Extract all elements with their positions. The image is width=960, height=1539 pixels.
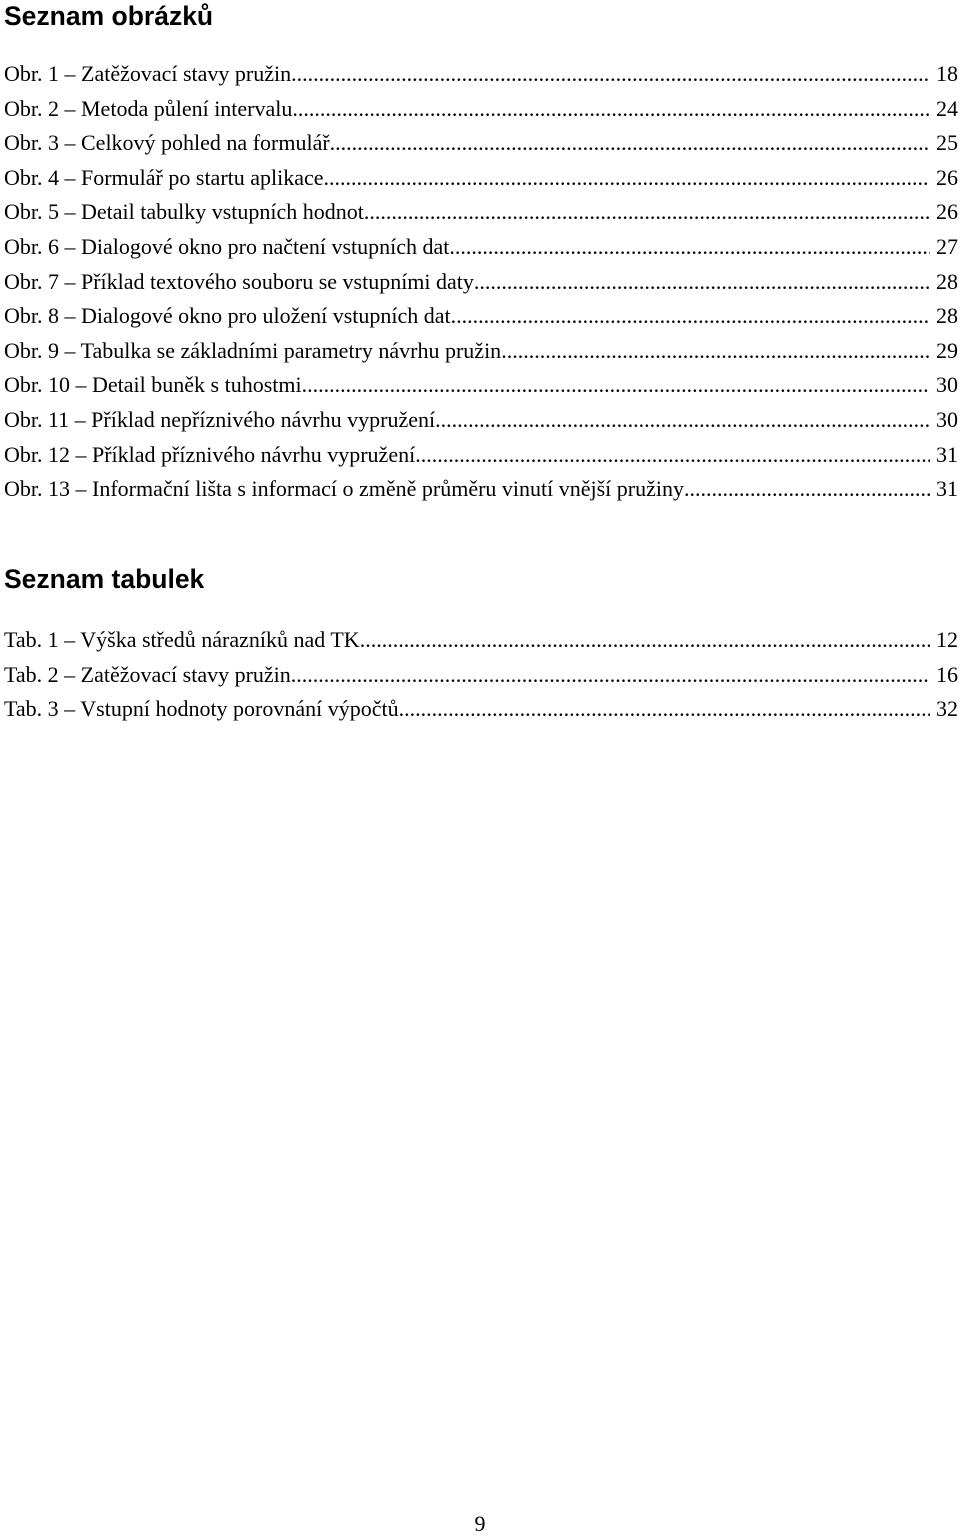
dot-leader bbox=[415, 438, 930, 473]
entry-label: Obr. 2 – Metoda půlení intervalu bbox=[4, 95, 293, 121]
page-number: 9 bbox=[474, 1511, 486, 1536]
entry-label: Tab. 2 – Zatěžovací stavy pružin bbox=[4, 661, 291, 687]
entry-label: Obr. 6 – Dialogové okno pro načtení vstupních dat bbox=[4, 233, 450, 259]
dot-leader bbox=[449, 230, 930, 265]
entry-label: Obr. 8 – Dialogové okno pro uložení vstupních dat bbox=[4, 303, 451, 329]
dot-leader bbox=[474, 265, 930, 300]
entry-page-number: 26 bbox=[936, 164, 958, 190]
figure-entry-8 bbox=[4, 299, 958, 334]
dot-leader bbox=[302, 368, 930, 403]
entry-label: Tab. 3 – Vstupní hodnoty porovnání výpočtů bbox=[4, 696, 399, 722]
dot-leader bbox=[435, 403, 930, 438]
dot-leader bbox=[451, 299, 930, 334]
entry-label: Obr. 7 – Příklad textového souboru se vstupními daty bbox=[4, 268, 474, 294]
figure-entry-1 bbox=[4, 57, 958, 92]
figure-entry-5 bbox=[4, 195, 958, 230]
figure-entry-4 bbox=[4, 161, 958, 196]
figure-entry-13 bbox=[4, 472, 958, 507]
entry-page-number: 29 bbox=[936, 337, 958, 363]
entry-page-number: 31 bbox=[936, 476, 958, 502]
dot-leader bbox=[324, 161, 930, 196]
entry-page-number: 25 bbox=[936, 130, 958, 156]
dot-leader bbox=[291, 57, 930, 92]
dot-leader bbox=[292, 92, 930, 127]
figure-entry-2 bbox=[4, 92, 958, 127]
entry-page-number: 12 bbox=[936, 627, 958, 652]
entry-label: Obr. 12 – Příklad příznivého návrhu vypružení bbox=[4, 441, 416, 467]
figure-entry-3 bbox=[4, 126, 958, 161]
entry-page-number: 30 bbox=[936, 372, 958, 398]
entry-page-number: 30 bbox=[936, 406, 958, 432]
entry-page-number: 18 bbox=[936, 61, 958, 86]
table-entry-3 bbox=[4, 692, 958, 727]
dot-leader bbox=[330, 126, 930, 161]
entry-label: Obr. 5 – Detail tabulky vstupních hodnot bbox=[4, 199, 364, 225]
dot-leader bbox=[399, 692, 930, 727]
table-entry-1 bbox=[4, 623, 958, 658]
entry-page-number: 32 bbox=[936, 696, 958, 722]
entry-label: Obr. 13 – Informační lišta s informací o změně průměru vinutí vnější pružiny bbox=[4, 476, 685, 502]
entry-page-number: 26 bbox=[936, 199, 958, 225]
dot-leader bbox=[291, 658, 930, 693]
tables-list bbox=[4, 623, 958, 727]
entry-label: Obr. 10 – Detail buněk s tuhostmi bbox=[4, 372, 302, 398]
entry-page-number: 28 bbox=[936, 268, 958, 294]
entry-page-number: 24 bbox=[936, 95, 958, 121]
entry-page-number: 27 bbox=[936, 233, 958, 259]
figure-entry-12 bbox=[4, 438, 958, 473]
entry-page-number: 28 bbox=[936, 303, 958, 329]
figures-list-heading: Seznam obrázků bbox=[4, 1, 214, 31]
dot-leader bbox=[684, 472, 930, 507]
entry-page-number: 16 bbox=[936, 661, 958, 687]
entry-label: Obr. 11 – Příklad nepříznivého návrhu vypružení bbox=[4, 406, 436, 432]
dot-leader bbox=[501, 334, 930, 369]
entry-label: Obr. 9 – Tabulka se základními parametry návrhu pružin bbox=[4, 337, 502, 363]
dot-leader bbox=[360, 623, 930, 658]
dot-leader bbox=[364, 195, 930, 230]
figure-entry-7 bbox=[4, 265, 958, 300]
figure-entry-9 bbox=[4, 334, 958, 369]
figure-entry-11 bbox=[4, 403, 958, 438]
tables-list-heading: Seznam tabulek bbox=[4, 564, 205, 594]
entry-label: Obr. 1 – Zatěžovací stavy pružin bbox=[4, 61, 292, 86]
entry-label: Obr. 3 – Celkový pohled na formulář bbox=[4, 130, 330, 156]
table-entry-2 bbox=[4, 658, 958, 693]
entry-label: Obr. 4 – Formulář po startu aplikace bbox=[4, 164, 324, 190]
figures-list bbox=[4, 57, 958, 507]
figure-entry-10 bbox=[4, 368, 958, 403]
entry-label: Tab. 1 – Výška středů nárazníků nad TK bbox=[4, 627, 360, 652]
entry-page-number: 31 bbox=[936, 441, 958, 467]
figure-entry-6 bbox=[4, 230, 958, 265]
